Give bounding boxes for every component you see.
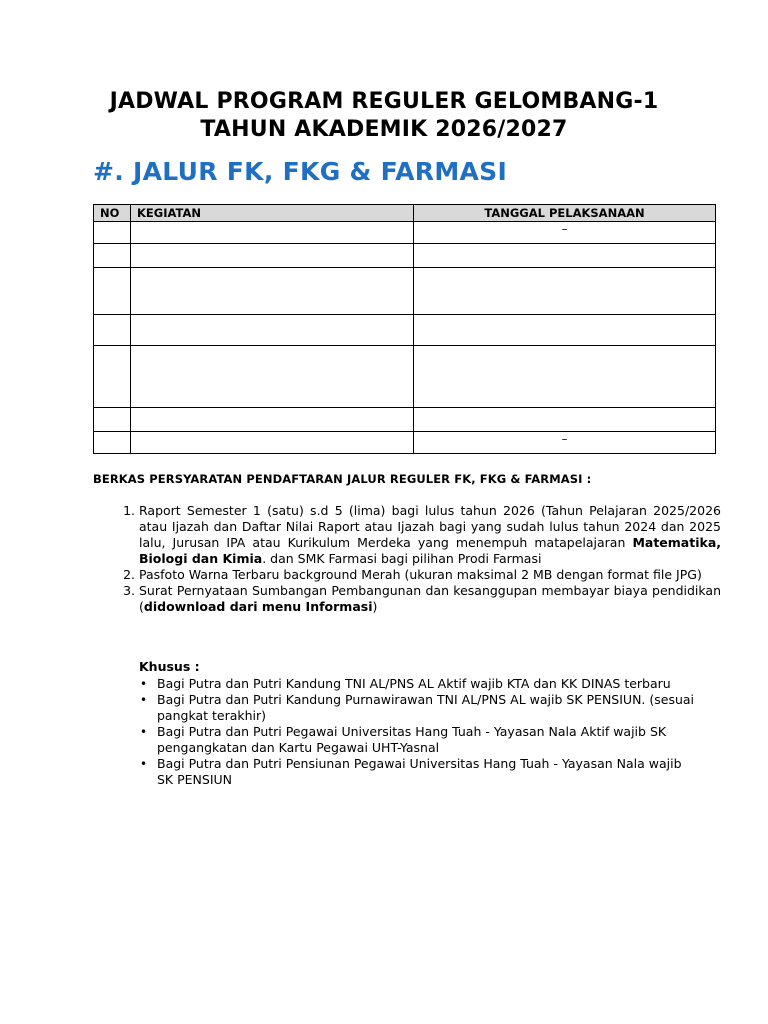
header-tanggal: TANGGAL PELAKSANAAN [414, 205, 716, 222]
item-bold-text: didownload dari menu Informasi [143, 599, 373, 614]
item-text: Bagi Putra dan Putri Kandung TNI AL/PNS AL Aktif wajib KTA dan KK DINAS terbaru [157, 676, 671, 691]
schedule-table [93, 204, 716, 454]
table-header-row [94, 205, 716, 222]
cell-kegiatan [131, 222, 414, 244]
cell-kegiatan [131, 268, 414, 315]
special-list [139, 676, 697, 788]
list-item [140, 676, 697, 692]
bullet-icon: • [140, 677, 148, 691]
bullet-icon: • [140, 693, 148, 707]
cell-no [94, 408, 131, 432]
cell-tanggal [414, 408, 716, 432]
bullet-icon: • [140, 725, 148, 739]
cell-no [94, 222, 131, 244]
table-row [94, 315, 716, 346]
list-item [139, 503, 721, 567]
item-text: Bagi Putra dan Putri Kandung Purnawirawan TNI AL/PNS AL wajib SK PENSIUN. (sesuai pangkat terakhir) [157, 692, 695, 723]
cell-kegiatan [131, 408, 414, 432]
cell-no [94, 315, 131, 346]
list-item [139, 583, 721, 615]
special-heading: Khusus : [139, 659, 200, 674]
cell-tanggal: – [414, 432, 716, 454]
section-subtitle: #. JALUR FK, FKG & FARMASI [93, 157, 508, 186]
document-title [0, 88, 768, 144]
title-line-2: TAHUN AKADEMIK 2026/2027 [200, 117, 568, 142]
title-line-1: JADWAL PROGRAM REGULER GELOMBANG-1 [109, 89, 659, 114]
list-item [140, 756, 697, 788]
item-text: Surat Pernyataan Sumbangan Pembangunan dan kesanggupan membayar biaya pendidikan ( [139, 583, 721, 614]
item-text: Raport Semester 1 (satu) s.d 5 (lima) bagi lulus tahun 2026 (Tahun Pelajaran 2025/2026 atau Ijazah dan Daftar Nilai Raport atau Ijazah bagi yang sudah lulus tahun 2024 dan 2025 lalu, Jurusan IPA atau Kurikulum Merdeka yang menempuh matapelajaran [139, 503, 721, 550]
cell-kegiatan [131, 346, 414, 408]
header-kegiatan: KEGIATAN [131, 205, 414, 222]
cell-kegiatan [131, 432, 414, 454]
table-row [94, 244, 716, 268]
list-item [139, 567, 721, 583]
table-row [94, 268, 716, 315]
item-text: Bagi Putra dan Putri Pensiunan Pegawai Universitas Hang Tuah - Yayasan Nala wajib SK PENSIUN [157, 756, 682, 787]
cell-kegiatan [131, 244, 414, 268]
table-row [94, 222, 716, 244]
cell-tanggal [414, 268, 716, 315]
cell-kegiatan [131, 315, 414, 346]
table-row [94, 346, 716, 408]
cell-tanggal [414, 315, 716, 346]
cell-tanggal [414, 244, 716, 268]
list-item [140, 724, 697, 756]
item-bold-text: Matematika, Biologi dan Kimia [139, 535, 721, 566]
requirements-list [93, 503, 721, 615]
item-text: Bagi Putra dan Putri Pegawai Universitas Hang Tuah - Yayasan Nala Aktif wajib SK pengangkatan dan Kartu Pegawai UHT-Yasnal [157, 724, 667, 755]
table-row [94, 408, 716, 432]
cell-no [94, 346, 131, 408]
cell-no [94, 432, 131, 454]
cell-no [94, 244, 131, 268]
table-row [94, 432, 716, 454]
cell-tanggal: – [414, 222, 716, 244]
cell-tanggal [414, 346, 716, 408]
cell-no [94, 268, 131, 315]
list-item [140, 692, 697, 724]
header-no: NO [94, 205, 131, 222]
item-text: Pasfoto Warna Terbaru background Merah (ukuran maksimal 2 MB dengan format file JPG) [139, 567, 702, 582]
item-text: ) [372, 599, 378, 614]
bullet-icon: • [140, 757, 148, 771]
item-text: . dan SMK Farmasi bagi pilihan Prodi Farmasi [262, 551, 542, 566]
requirements-heading: BERKAS PERSYARATAN PENDAFTARAN JALUR REGULER FK, FKG & FARMASI : [93, 472, 592, 486]
